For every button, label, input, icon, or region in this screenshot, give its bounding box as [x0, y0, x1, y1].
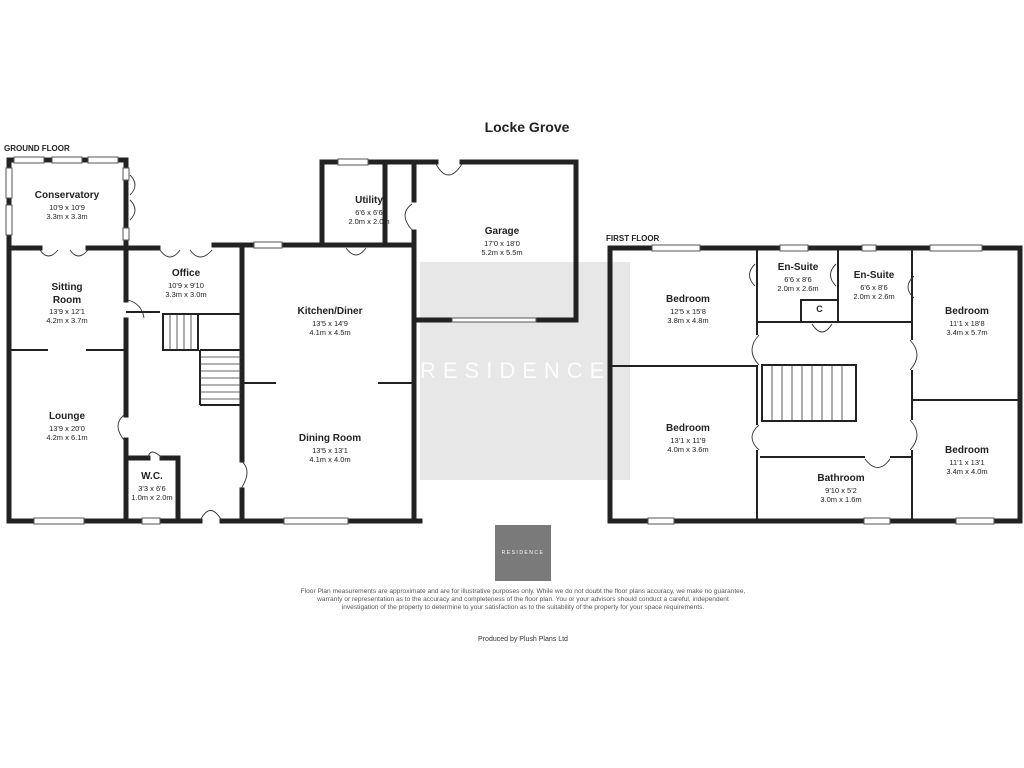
room-lounge: [17, 411, 117, 442]
ground-stairs: [170, 314, 242, 399]
produced-by-text: Produced by Plush Plans Ltd: [478, 636, 568, 643]
room-metric: 4.1m x 4.5m: [309, 327, 351, 337]
page-title: Locke Grove: [484, 119, 570, 135]
room-name: Conservatory: [34, 190, 100, 201]
room-metric: 1.0m x 2.0m: [131, 492, 173, 502]
room-metric: 3.3m x 3.0m: [165, 289, 207, 299]
room-imperial: 12'5 x 15'8: [670, 306, 706, 316]
room-name: Garage: [484, 226, 520, 237]
room-metric: 4.2m x 3.7m: [46, 316, 88, 326]
room-imperial: 17'0 x 18'0: [484, 238, 520, 248]
room-metric: 3.4m x 4.0m: [946, 466, 988, 476]
room-imperial: 13'1 x 11'9: [670, 435, 706, 445]
room-bedroom-4: [918, 445, 1016, 476]
room-imperial: 13'9 x 12'1: [49, 307, 85, 316]
room-bathroom: [780, 473, 902, 504]
room-name: Office: [171, 268, 201, 279]
room-wc: [128, 471, 176, 502]
room-imperial: 6'6 x 8'6: [784, 274, 812, 284]
room-dining-room: [270, 433, 390, 464]
room-name: Bedroom: [945, 306, 989, 317]
first-floor-label: FIRST FLOOR: [606, 234, 660, 243]
room-metric: 4.0m x 3.6m: [667, 444, 709, 454]
room-name: Bedroom: [945, 445, 989, 456]
room-kitchen-diner: [270, 306, 390, 337]
room-metric: 2.0m x 2.0m: [348, 216, 390, 226]
room-name: Bedroom: [666, 423, 710, 434]
room-conservatory: [17, 190, 117, 221]
room-metric: 4.2m x 6.1m: [46, 432, 88, 442]
room-imperial: 13'5 x 13'1: [312, 445, 348, 455]
room-bedroom-1: [638, 294, 738, 325]
room-imperial: 6'6 x 8'6: [860, 282, 888, 292]
room-metric: 3.4m x 5.7m: [946, 327, 988, 337]
room-imperial: 10'9 x 10'9: [49, 202, 85, 212]
room-bedroom-2: [918, 306, 1016, 337]
room-name: En-Suite: [777, 262, 819, 273]
room-imperial: 3'3 x 6'6: [138, 483, 166, 493]
watermark-text: RESIDENCE: [420, 358, 612, 383]
room-name: Bedroom: [666, 294, 710, 305]
room-metric: 5.2m x 5.5m: [481, 247, 523, 257]
residence-logo: [495, 525, 551, 581]
room-cupboard: [801, 304, 838, 315]
room-name: Sitting Room: [51, 282, 83, 306]
room-garage: [452, 226, 552, 257]
room-sitting-room: [17, 282, 117, 326]
room-name: Utility: [355, 195, 383, 206]
room-metric: 2.0m x 2.6m: [777, 283, 819, 293]
room-imperial: 10'9 x 9'10: [168, 280, 204, 290]
room-imperial: 11'1 x 13'1: [949, 457, 985, 467]
room-name: En-Suite: [853, 270, 895, 281]
room-imperial: 6'6 x 6'6: [355, 207, 383, 217]
room-utility: [330, 195, 408, 226]
room-metric: 3.8m x 4.8m: [667, 315, 709, 325]
room-metric: 4.1m x 4.0m: [309, 454, 351, 464]
room-imperial: 9'10 x 5'2: [825, 485, 857, 495]
room-name: C: [816, 304, 823, 314]
first-stairs: [772, 365, 842, 421]
room-metric: 3.0m x 1.6m: [820, 494, 862, 504]
room-metric: 3.3m x 3.3m: [46, 211, 88, 221]
room-imperial: 13'9 x 20'0: [49, 423, 85, 433]
room-name: Lounge: [48, 411, 86, 422]
room-en-suite-1: [760, 262, 836, 293]
room-en-suite-2: [838, 270, 910, 301]
logo-text: RESIDENCE: [501, 550, 545, 556]
room-imperial: 11'1 x 18'8: [949, 318, 985, 328]
room-bedroom-3: [638, 423, 738, 454]
room-metric: 2.0m x 2.6m: [853, 291, 895, 301]
room-name: W.C.: [141, 471, 163, 482]
room-name: Dining Room: [298, 433, 362, 444]
room-office: [136, 268, 236, 299]
room-name: Bathroom: [817, 473, 865, 484]
room-imperial: 13'5 x 14'9: [312, 318, 348, 328]
disclaimer-text: Floor Plan measurements are approximate and are for illustrative purposes only. While we do not doubt the floor plans accuracy, we make no guarantee, warranty or representation as to the accuracy and completeness of the floor plan. You or your advisors should conduct a careful, independent investigation of the property to determine to your satisfaction as to the suitability of the property for your space requirements.: [300, 588, 746, 612]
ground-floor-label: GROUND FLOOR: [4, 144, 70, 153]
room-name: Kitchen/Diner: [297, 306, 363, 317]
